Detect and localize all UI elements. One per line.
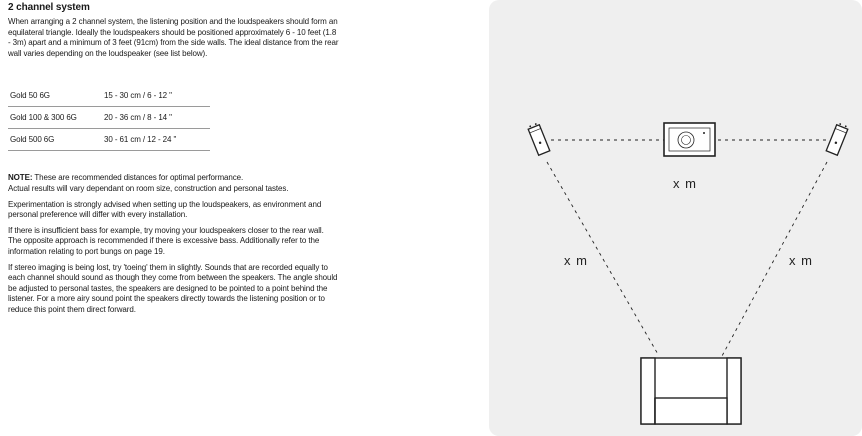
distance-range: 15 - 30 cm / 6 - 12 " <box>102 85 210 107</box>
intro-line: When arranging a 2 channel system, the listening position and the loudspeakers should form an <box>8 17 338 26</box>
armchair-icon <box>641 358 741 424</box>
intro-line: equilateral triangle. Ideally the loudspeakers should be positioned approximately 6 - 10 feet (1.8 <box>8 27 337 37</box>
note-line <box>8 173 412 184</box>
note-paragraph <box>8 173 412 194</box>
text-column <box>8 2 412 321</box>
note-text: These are recommended distances for optimal performance. <box>32 173 244 183</box>
paragraph-line: personal preference will differ with every installation. <box>8 210 188 220</box>
paragraph-line: Experimentation is strongly advised when setting up the loudspeakers, as environment and <box>8 199 322 209</box>
distance-range: 30 - 61 cm / 12 - 24 " <box>102 129 210 151</box>
bass-paragraph <box>8 226 412 258</box>
intro-paragraph <box>8 17 412 59</box>
model-name: Gold 100 & 300 6G <box>8 107 102 129</box>
paragraph-line: listener. For a more airy sound point the speakers directly towards the listening position or to <box>8 294 325 304</box>
paragraph-line: be adjusted to personal tastes, the speakers are designed to be pointed to a point behind the <box>8 283 328 293</box>
top-distance-label: x m <box>673 176 697 191</box>
imaging-paragraph <box>8 263 412 316</box>
speaker-placement-diagram <box>489 0 862 436</box>
experimentation-paragraph <box>8 200 412 221</box>
left-distance-label: x m <box>564 253 588 268</box>
paragraph-line: information relating to port bungs on page 19. <box>8 246 165 256</box>
paragraph-line: If there is insufficient bass for example, try moving your loudspeakers closer to the rear wall. <box>8 225 324 235</box>
right-distance-label: x m <box>789 253 813 268</box>
model-name: Gold 500 6G <box>8 129 102 151</box>
intro-line: wall varies depending on the loudspeaker (see list below). <box>8 48 208 58</box>
rear-wall-distance-table <box>8 85 210 151</box>
section-heading: 2 channel system <box>8 2 90 13</box>
note-line: Actual results will vary dependant on room size, construction and personal tastes. <box>8 183 289 193</box>
paragraph-line: If stereo imaging is being lost, try 'toeing' them in slightly. Sounds that are recorded equally to <box>8 262 328 272</box>
diagram-svg <box>489 0 862 436</box>
intro-line: - 3m) apart and a minimum of 3 feet (91cm) from the side walls. The ideal distance from the rear <box>8 38 339 48</box>
paragraph-line: each channel should sound as though they come from between the speakers. The angle should <box>8 273 338 283</box>
notes-section <box>8 173 412 315</box>
table-row <box>8 85 210 107</box>
paragraph-line: reduce this point them direct forward. <box>8 304 136 314</box>
paragraph-line: The opposite approach is recommended if there is excessive bass. Additionally refer to the <box>8 236 320 246</box>
note-label: NOTE: <box>8 173 33 183</box>
centre-unit-icon <box>664 123 715 156</box>
model-name: Gold 50 6G <box>8 85 102 107</box>
table-row <box>8 107 210 129</box>
table-row <box>8 129 210 151</box>
distance-range: 20 - 36 cm / 8 - 14 " <box>102 107 210 129</box>
